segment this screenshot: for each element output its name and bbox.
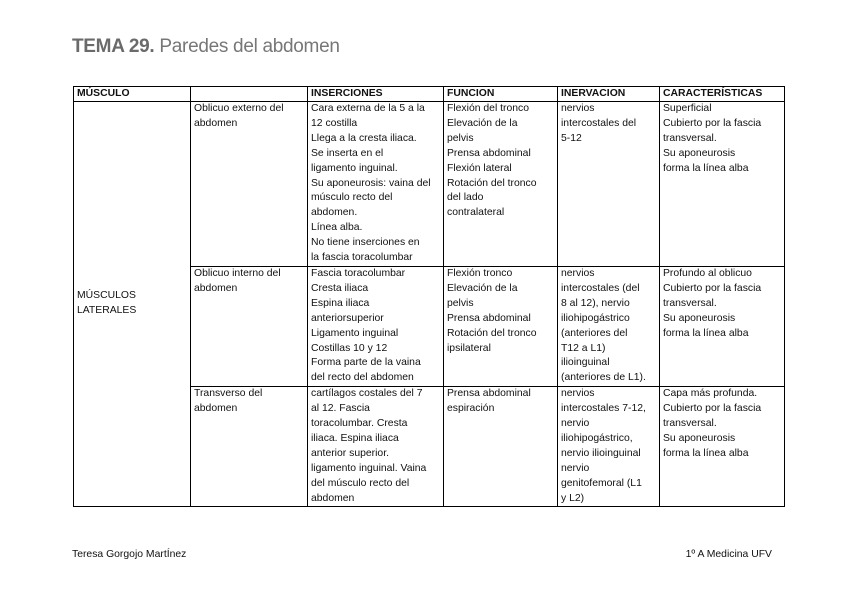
cell-line: Su aponeurosis <box>663 432 736 444</box>
cell-line: nervios <box>561 388 595 400</box>
caracteristicas-cell <box>660 387 785 507</box>
caracteristicas-cell <box>660 266 785 386</box>
page-title <box>72 36 340 58</box>
group-label-cell <box>74 102 191 507</box>
cell-line: abdomen <box>194 117 238 129</box>
cell-line: del músculo recto del <box>311 477 410 489</box>
footer-author: Teresa Gorgojo MartÍnez <box>72 549 187 560</box>
cell-line: músculo recto del <box>311 192 393 204</box>
cell-line: Capa más profunda. <box>663 388 758 400</box>
cell-line: anteriorsuperior <box>311 312 384 324</box>
cell-line: Profundo al oblicuo <box>663 267 752 279</box>
cell-line: Oblicuo interno del <box>194 267 281 279</box>
inserciones-cell <box>308 266 444 386</box>
cell-line: nervio <box>561 462 590 474</box>
cell-line: intercostales del <box>561 117 637 129</box>
cell-line: (anteriores del <box>561 327 628 339</box>
inserciones-cell <box>308 387 444 507</box>
header-caracteristicas: CARACTERÍSTICAS <box>660 87 785 102</box>
muscle-name-cell <box>191 387 308 507</box>
cell-line: abdomen. <box>311 207 358 219</box>
cell-line: ligamento inguinal. Vaina <box>311 462 427 474</box>
cell-line: Prensa abdominal <box>447 388 531 400</box>
cell-line: Transverso del <box>194 388 263 400</box>
cell-line: MÚSCULOS <box>77 290 136 302</box>
cell-line: Cara externa de la 5 a la <box>311 103 425 114</box>
cell-line: al 12. Fascia <box>311 403 370 415</box>
cell-line: Línea alba. <box>311 222 363 234</box>
cell-line: Llega a la cresta iliaca. <box>311 132 417 144</box>
cell-line: Elevación de la <box>447 282 518 294</box>
cell-line: forma la línea alba <box>663 327 749 339</box>
cell-line: nervio <box>561 418 590 430</box>
cell-line: T12 a L1) <box>561 342 606 354</box>
cell-line: iliohipogástrico <box>561 312 630 324</box>
title-bold: TEMA 29. <box>72 36 155 57</box>
cell-line: iliohipogástrico, <box>561 432 633 444</box>
funcion-cell <box>444 266 558 386</box>
cell-line: y L2) <box>561 492 585 504</box>
cell-line: Costillas 10 y 12 <box>311 342 388 354</box>
cell-line: cartílagos costales del 7 <box>311 388 423 400</box>
cell-line: genitofemoral (L1 <box>561 477 642 489</box>
cell-line: abdomen <box>194 282 238 294</box>
cell-line: Su aponeurosis <box>663 312 736 324</box>
table-header-row <box>74 87 785 102</box>
cell-line: Su aponeurosis <box>663 147 736 159</box>
cell-line: anterior superior. <box>311 447 389 459</box>
cell-line: contralateral <box>447 207 505 219</box>
footer-course: 1º A Medicina UFV <box>685 549 772 560</box>
cell-line: Flexión lateral <box>447 162 512 174</box>
inervacion-cell <box>558 387 660 507</box>
cell-line: transversal. <box>663 418 717 430</box>
cell-line: 8 al 12), nervio <box>561 297 630 309</box>
cell-line: transversal. <box>663 297 717 309</box>
cell-line: Rotación del tronco <box>447 327 537 339</box>
cell-line: Ligamento inguinal <box>311 327 399 339</box>
cell-line: abdomen <box>311 492 355 504</box>
cell-line: toracolumbar. Cresta <box>311 418 408 430</box>
cell-line: Flexión tronco <box>447 267 513 279</box>
cell-line: 5-12 <box>561 132 582 144</box>
caracteristicas-cell <box>660 102 785 267</box>
title-rest: Paredes del abdomen <box>154 36 340 57</box>
cell-line: ligamento inguinal. <box>311 162 398 174</box>
muscle-name-cell <box>191 102 308 267</box>
cell-line: forma la línea alba <box>663 162 749 174</box>
cell-line: Forma parte de la vaina <box>311 357 421 369</box>
cell-line: iliaca. Espina iliaca <box>311 432 399 444</box>
cell-line: Flexión del tronco <box>447 103 530 114</box>
cell-line: Cresta iliaca <box>311 282 369 294</box>
cell-line: del recto del abdomen <box>311 372 414 384</box>
cell-line: Se inserta en el <box>311 147 384 159</box>
cell-line: Cubierto por la fascia <box>663 282 762 294</box>
cell-line: nervio ilioinguinal <box>561 447 641 459</box>
header-blank <box>191 87 308 102</box>
funcion-cell <box>444 387 558 507</box>
cell-line: nervios <box>561 267 595 279</box>
inervacion-cell <box>558 266 660 386</box>
cell-line: pelvis <box>447 297 474 309</box>
cell-line: 12 costilla <box>311 117 358 129</box>
cell-line: la fascia toracolumbar <box>311 252 413 264</box>
cell-line: nervios <box>561 103 595 114</box>
cell-line: Superficial <box>663 103 712 114</box>
cell-line: pelvis <box>447 132 474 144</box>
muscle-table <box>73 86 785 507</box>
funcion-cell <box>444 102 558 267</box>
cell-line: Prensa abdominal <box>447 312 531 324</box>
cell-line: Cubierto por la fascia <box>663 117 762 129</box>
inervacion-cell <box>558 102 660 267</box>
cell-line: forma la línea alba <box>663 447 749 459</box>
cell-line: espiración <box>447 403 495 415</box>
cell-line: Oblicuo externo del <box>194 103 284 114</box>
cell-line: Espina iliaca <box>311 297 370 309</box>
cell-line: intercostales (del <box>561 282 640 294</box>
cell-line: No tiene inserciones en <box>311 237 420 249</box>
header-musculo: MÚSCULO <box>74 87 191 102</box>
cell-line: del lado <box>447 192 484 204</box>
cell-line: intercostales 7-12, <box>561 403 646 415</box>
cell-line: abdomen <box>194 403 238 415</box>
table-row <box>74 102 785 267</box>
muscle-name-cell <box>191 266 308 386</box>
cell-line: Prensa abdominal <box>447 147 531 159</box>
cell-line: Elevación de la <box>447 117 518 129</box>
header-inserciones: INSERCIONES <box>308 87 444 102</box>
cell-line: ilioinguinal <box>561 357 610 369</box>
cell-line: (anteriores de L1). <box>561 372 646 384</box>
cell-line: Cubierto por la fascia <box>663 403 762 415</box>
cell-line: Su aponeurosis: vaina del <box>311 177 431 189</box>
cell-line: LATERALES <box>77 305 137 317</box>
header-inervacion: INERVACION <box>558 87 660 102</box>
cell-line: Rotación del tronco <box>447 177 537 189</box>
cell-line: transversal. <box>663 132 717 144</box>
inserciones-cell <box>308 102 444 267</box>
header-funcion: FUNCION <box>444 87 558 102</box>
cell-line: ipsilateral <box>447 342 491 354</box>
cell-line: Fascia toracolumbar <box>311 267 406 279</box>
